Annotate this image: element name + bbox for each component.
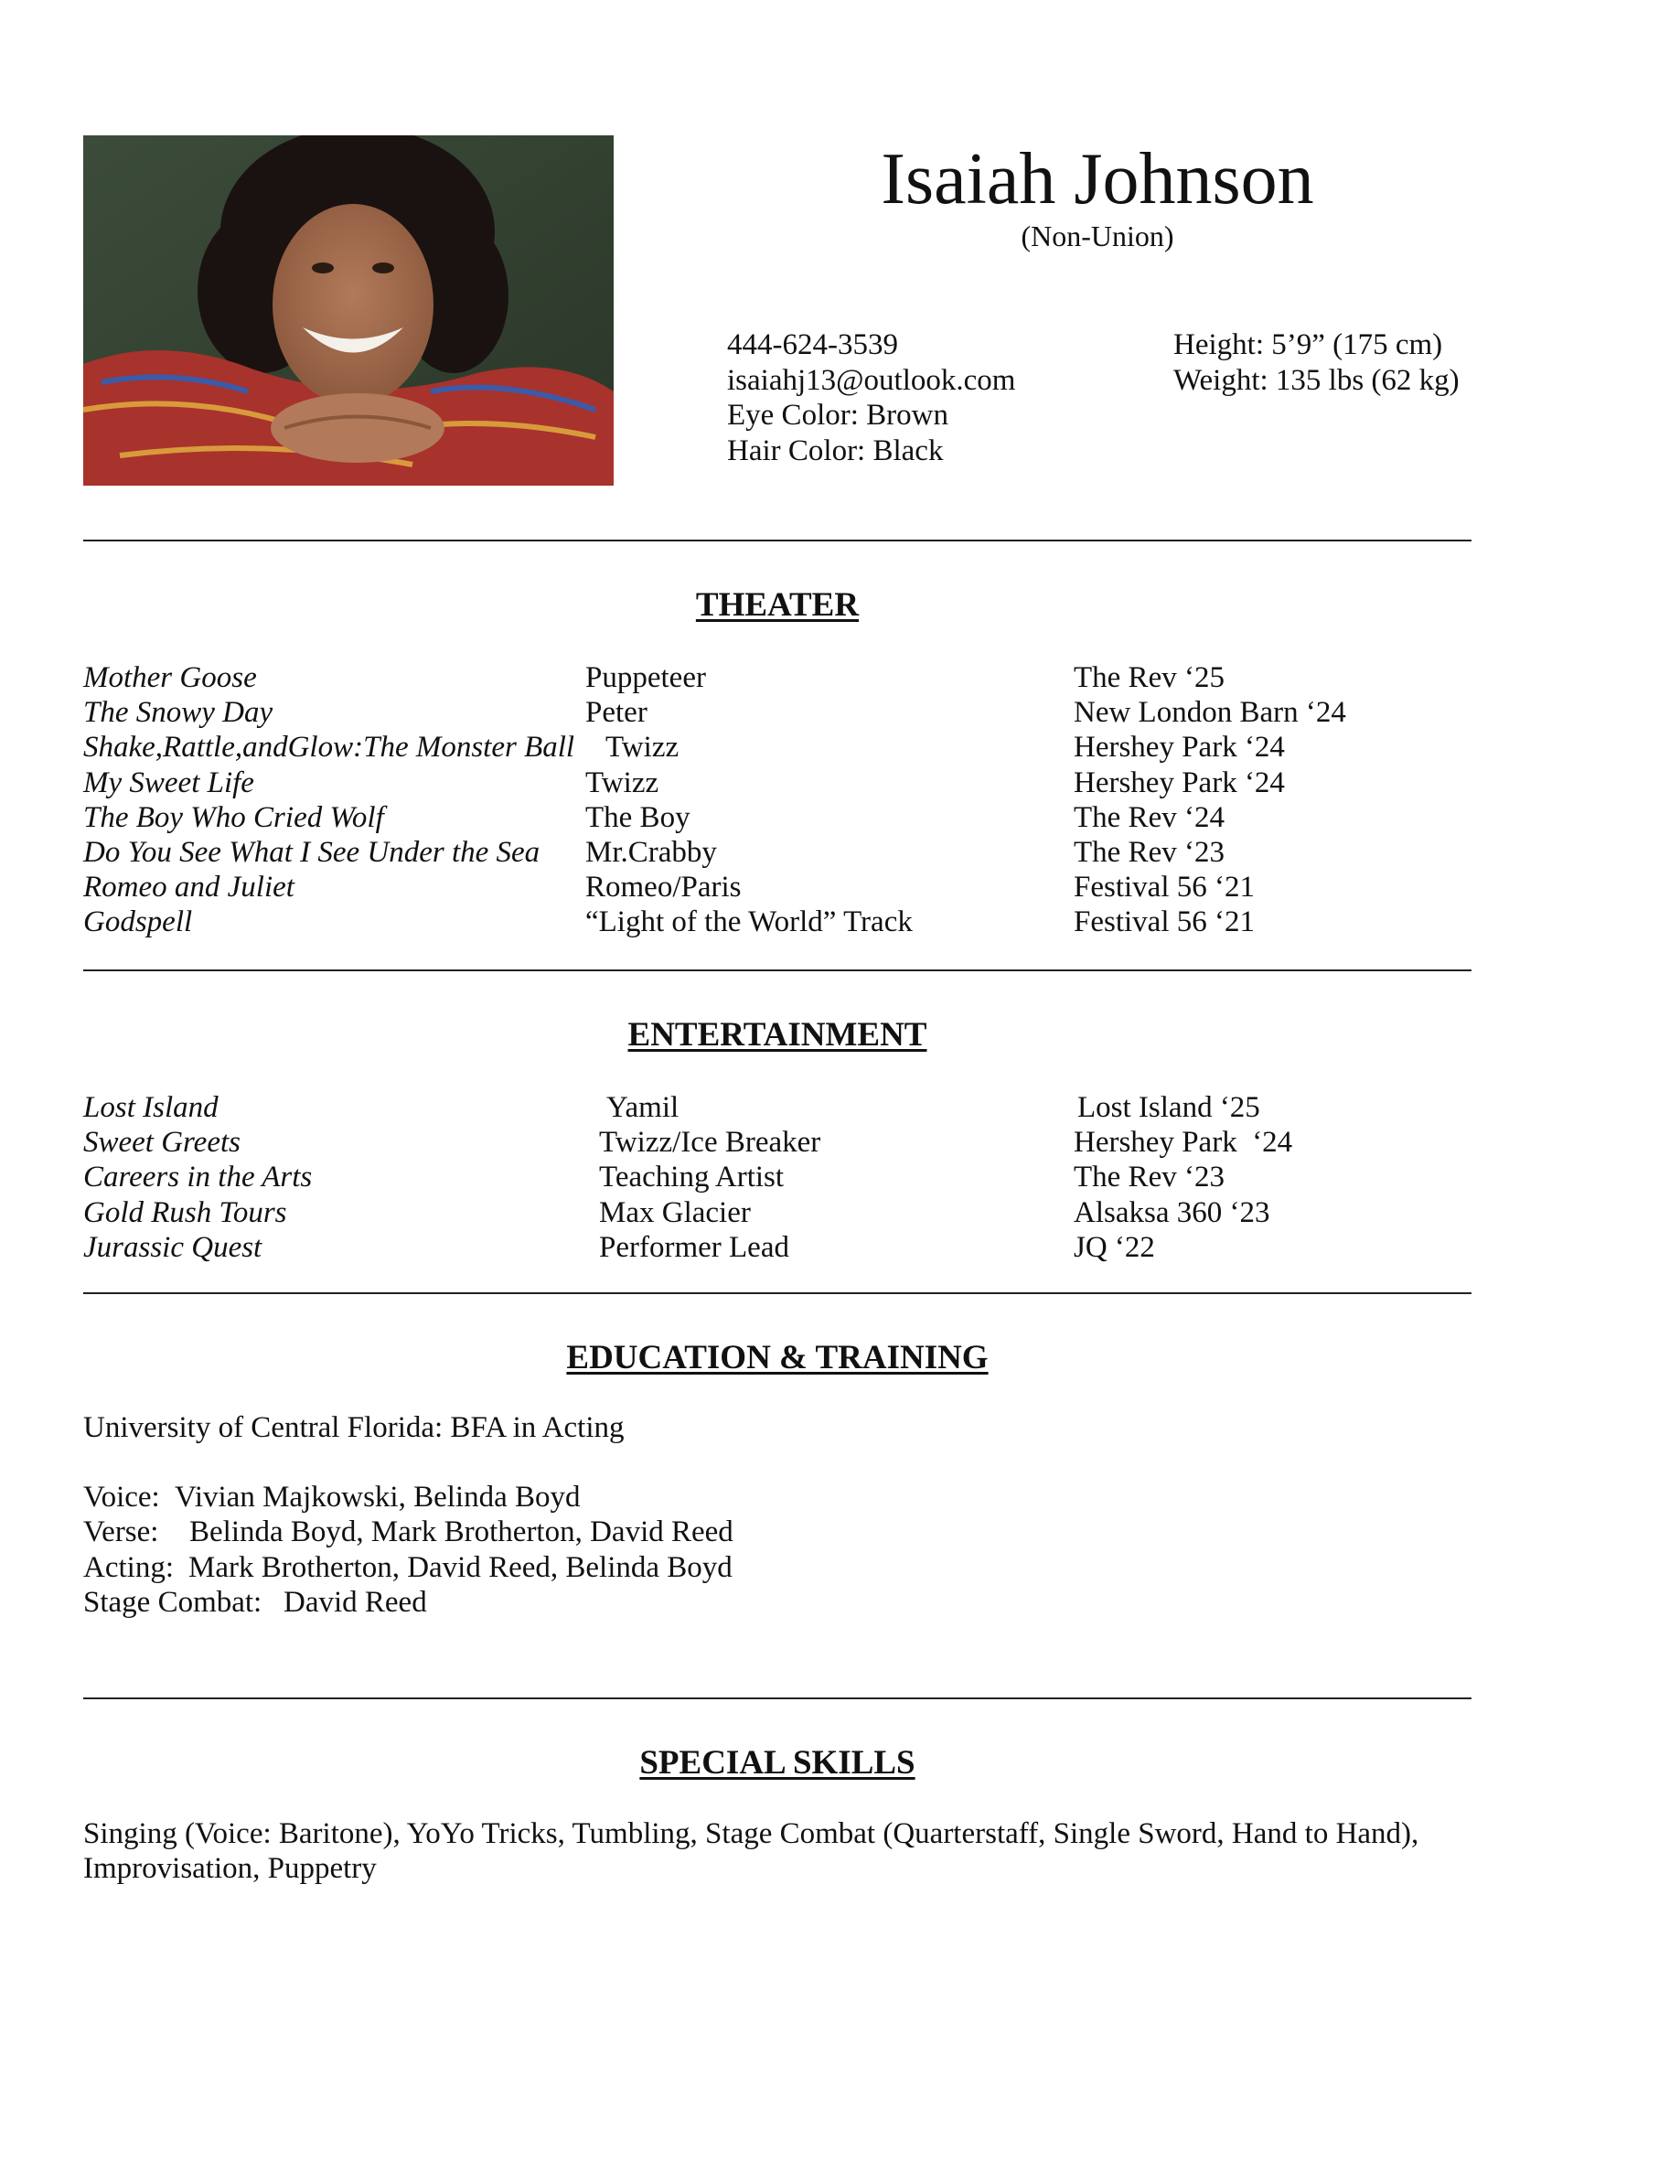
email-address: isaiahj13@outlook.com — [727, 363, 1016, 397]
training-row — [83, 1585, 733, 1620]
credit-row — [0, 835, 1680, 870]
education-block — [83, 1410, 733, 1620]
theater-credits — [0, 660, 1680, 940]
credit-title: My Sweet Life — [83, 765, 254, 799]
training-row — [83, 1550, 733, 1585]
credit-title: Gold Rush Tours — [83, 1195, 287, 1229]
union-status: (Non-Union) — [1021, 219, 1174, 252]
training-teachers: Vivian Majkowski, Belinda Boyd — [175, 1481, 581, 1515]
credit-venue: Festival 56 ‘21 — [1074, 871, 1255, 905]
credit-title: Lost Island — [83, 1091, 219, 1124]
divider-rule — [83, 1292, 1471, 1294]
credit-venue: The Rev ‘23 — [1074, 835, 1225, 869]
headshot-image — [83, 135, 614, 486]
training-label: Verse: — [83, 1515, 159, 1549]
credit-venue: Festival 56 ‘21 — [1074, 905, 1255, 939]
divider-rule — [83, 969, 1471, 971]
skills-heading: SPECIAL SKILLS — [639, 1744, 915, 1782]
training-row — [83, 1515, 733, 1549]
entertainment-heading: ENTERTAINMENT — [627, 1016, 927, 1054]
divider-rule — [83, 540, 1471, 541]
headshot-photo — [83, 135, 614, 486]
credit-role: Max Glacier — [599, 1195, 751, 1229]
hair-color: Hair Color: Black — [727, 434, 944, 467]
credit-venue: Lost Island ‘25 — [1077, 1091, 1260, 1124]
training-label: Voice: — [83, 1481, 160, 1515]
actor-name: Isaiah Johnson — [881, 139, 1314, 219]
credit-venue: Hershey Park ‘24 — [1074, 731, 1285, 765]
credit-row — [0, 1230, 1680, 1265]
credit-role: Teaching Artist — [599, 1161, 785, 1194]
credit-row — [0, 1195, 1680, 1230]
credit-title: Shake,Rattle,andGlow:The Monster Ball — [83, 731, 575, 765]
entertainment-credits — [0, 1090, 1680, 1265]
credit-venue: Hershey Park ‘24 — [1074, 1126, 1293, 1160]
phone-number: 444-624-3539 — [727, 328, 898, 361]
credit-row — [0, 660, 1680, 695]
contact-info — [727, 327, 1015, 468]
credit-row — [0, 1090, 1680, 1125]
credit-role: Twizz/Ice Breaker — [599, 1126, 821, 1160]
credit-role: The Boy — [585, 800, 690, 834]
credit-row — [0, 730, 1680, 765]
training-row — [83, 1480, 733, 1515]
theater-heading: THEATER — [695, 586, 860, 624]
training-label: Stage Combat: — [83, 1585, 262, 1619]
credit-role: Puppeteer — [585, 661, 706, 694]
credit-title: Romeo and Juliet — [83, 871, 294, 905]
credit-title: Godspell — [83, 905, 193, 939]
credit-row — [0, 800, 1680, 835]
credit-row — [0, 1160, 1680, 1194]
credit-title: The Boy Who Cried Wolf — [83, 800, 384, 834]
training-label: Acting: — [83, 1550, 174, 1584]
credit-title: Sweet Greets — [83, 1126, 241, 1160]
training-teachers: Belinda Boyd, Mark Brotherton, David Reed — [189, 1515, 733, 1549]
credit-row — [0, 870, 1680, 905]
credit-role: Mr.Crabby — [585, 835, 717, 869]
credit-role: Yamil — [606, 1091, 679, 1124]
credit-row — [0, 695, 1680, 730]
credit-role: Romeo/Paris — [585, 871, 742, 905]
credit-title: The Snowy Day — [83, 696, 273, 730]
degree: University of Central Florida: BFA in Acting — [83, 1411, 625, 1444]
eye-color: Eye Color: Brown — [727, 399, 948, 432]
credit-venue: New London Barn ‘24 — [1074, 696, 1346, 730]
credit-role: “Light of the World” Track — [585, 905, 913, 939]
credit-title: Do You See What I See Under the Sea — [83, 835, 540, 869]
credit-venue: Alsaksa 360 ‘23 — [1074, 1195, 1270, 1229]
credit-role: Twizz — [585, 765, 659, 799]
height: Height: 5’9” (175 cm) — [1173, 328, 1443, 361]
education-heading: EDUCATION & TRAINING — [566, 1339, 989, 1376]
training-teachers: Mark Brotherton, David Reed, Belinda Boyd — [188, 1550, 733, 1584]
credit-row — [0, 1125, 1680, 1160]
credit-role: Peter — [585, 696, 647, 730]
physical-stats — [1173, 327, 1460, 398]
credit-venue: The Rev ‘25 — [1074, 661, 1225, 694]
credit-row — [0, 905, 1680, 939]
credit-venue: JQ ‘22 — [1074, 1230, 1155, 1264]
skills-text: Singing (Voice: Baritone), YoYo Tricks, Tumbling, Stage Combat (Quarterstaff, Single Sword, Hand to Hand), Improvisation, Puppetry — [83, 1817, 1419, 1886]
credit-title: Jurassic Quest — [83, 1230, 262, 1264]
training-teachers: David Reed — [284, 1585, 427, 1619]
credit-venue: Hershey Park ‘24 — [1074, 765, 1285, 799]
credit-title: Mother Goose — [83, 661, 257, 694]
credit-venue: The Rev ‘24 — [1074, 800, 1225, 834]
weight: Weight: 135 lbs (62 kg) — [1173, 363, 1460, 397]
credit-title: Careers in the Arts — [83, 1161, 313, 1194]
credit-role: Performer Lead — [599, 1230, 789, 1264]
credit-row — [0, 765, 1680, 800]
divider-rule — [83, 1697, 1471, 1699]
credit-role: Twizz — [605, 731, 679, 765]
credit-venue: The Rev ‘23 — [1074, 1161, 1225, 1194]
